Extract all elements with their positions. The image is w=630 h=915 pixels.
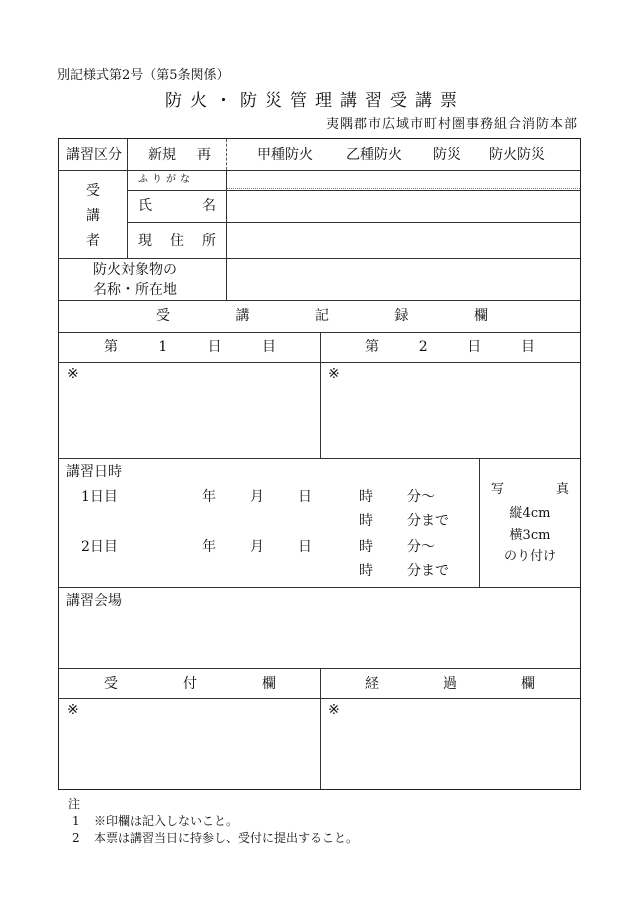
note-item: 2 本票は講習当日に持参し、受付に提出すること。 [72, 831, 359, 845]
day1-end-hour: 時 [359, 513, 373, 529]
day2-end-hour: 時 [359, 563, 373, 579]
course-category-label: 講習区分 [66, 147, 122, 163]
ticket-form [58, 138, 581, 790]
photo-width: 横3cm [509, 528, 551, 543]
rule [320, 332, 321, 458]
day2-mark: ※ [328, 366, 340, 382]
option-new: 新規 [148, 147, 176, 163]
attendee-label: 受講者 [86, 183, 100, 249]
notes [68, 796, 358, 847]
rule [59, 300, 580, 301]
day2-year: 年 [202, 539, 216, 555]
day1-end-min: 分まで [407, 513, 449, 529]
photo-paste: のり付け [503, 549, 556, 564]
day2-month: 月 [250, 539, 264, 555]
course-kou-bouka: 甲種防火 [257, 147, 313, 163]
rule [59, 587, 580, 588]
notes-heading: 注 [68, 797, 81, 811]
option-re: 再 [197, 147, 211, 163]
form-title: 防火・防災管理講習受講票 [165, 91, 465, 111]
issuer-name: 夷隅郡市広域市町村圏事務組合消防本部 [325, 117, 578, 132]
course-bousai: 防災 [433, 147, 461, 163]
rule [127, 190, 580, 191]
progress-mark: ※ [328, 702, 340, 718]
rule [479, 458, 480, 587]
day1-start-hour: 時 [359, 489, 373, 505]
reception-header: 受 付 欄 [104, 676, 276, 692]
photo-title: 写 真 [491, 482, 569, 497]
rule [320, 668, 321, 789]
day2-start-hour: 時 [359, 539, 373, 555]
rule [59, 458, 580, 459]
furigana-rule [226, 188, 580, 189]
day1-mark: ※ [67, 366, 79, 382]
day2-label: 2日目 [81, 539, 118, 555]
day2-header: 第 2 日 目 [365, 339, 535, 355]
day1-start-min: 分～ [407, 489, 435, 505]
course-bouka-bousai: 防火防災 [489, 147, 545, 163]
day1-year: 年 [202, 489, 216, 505]
rule [127, 222, 580, 223]
day2-end-min: 分まで [407, 563, 449, 579]
record-section-header: 受 講 記 録 欄 [156, 308, 488, 324]
day1-label: 1日目 [81, 489, 118, 505]
rule [127, 139, 128, 170]
rule [226, 139, 227, 170]
rule [59, 258, 580, 259]
reception-mark: ※ [67, 702, 79, 718]
day1-header: 第 1 日 目 [104, 339, 276, 355]
form-number: 別記様式第2号（第5条関係） [57, 68, 230, 83]
rule [59, 170, 580, 171]
day1-day: 日 [298, 489, 312, 505]
day1-month: 月 [250, 489, 264, 505]
day2-day: 日 [298, 539, 312, 555]
rule [226, 170, 227, 300]
building-label-line1: 防火対象物の [93, 262, 177, 278]
course-otsu-bouka: 乙種防火 [346, 147, 402, 163]
schedule-label: 講習日時 [66, 464, 122, 480]
furigana-label: ふりがな [138, 174, 194, 185]
address-label: 現 住 所 [138, 233, 216, 249]
photo-height: 縦4cm [509, 506, 551, 521]
name-label: 氏 名 [138, 198, 216, 214]
rule [127, 170, 128, 258]
note-item: 1 ※印欄は記入しないこと。 [72, 814, 239, 828]
venue-label: 講習会場 [66, 593, 122, 609]
progress-header: 経 過 欄 [365, 676, 535, 692]
building-label-line2: 名称・所在地 [93, 282, 177, 298]
day2-start-min: 分～ [407, 539, 435, 555]
